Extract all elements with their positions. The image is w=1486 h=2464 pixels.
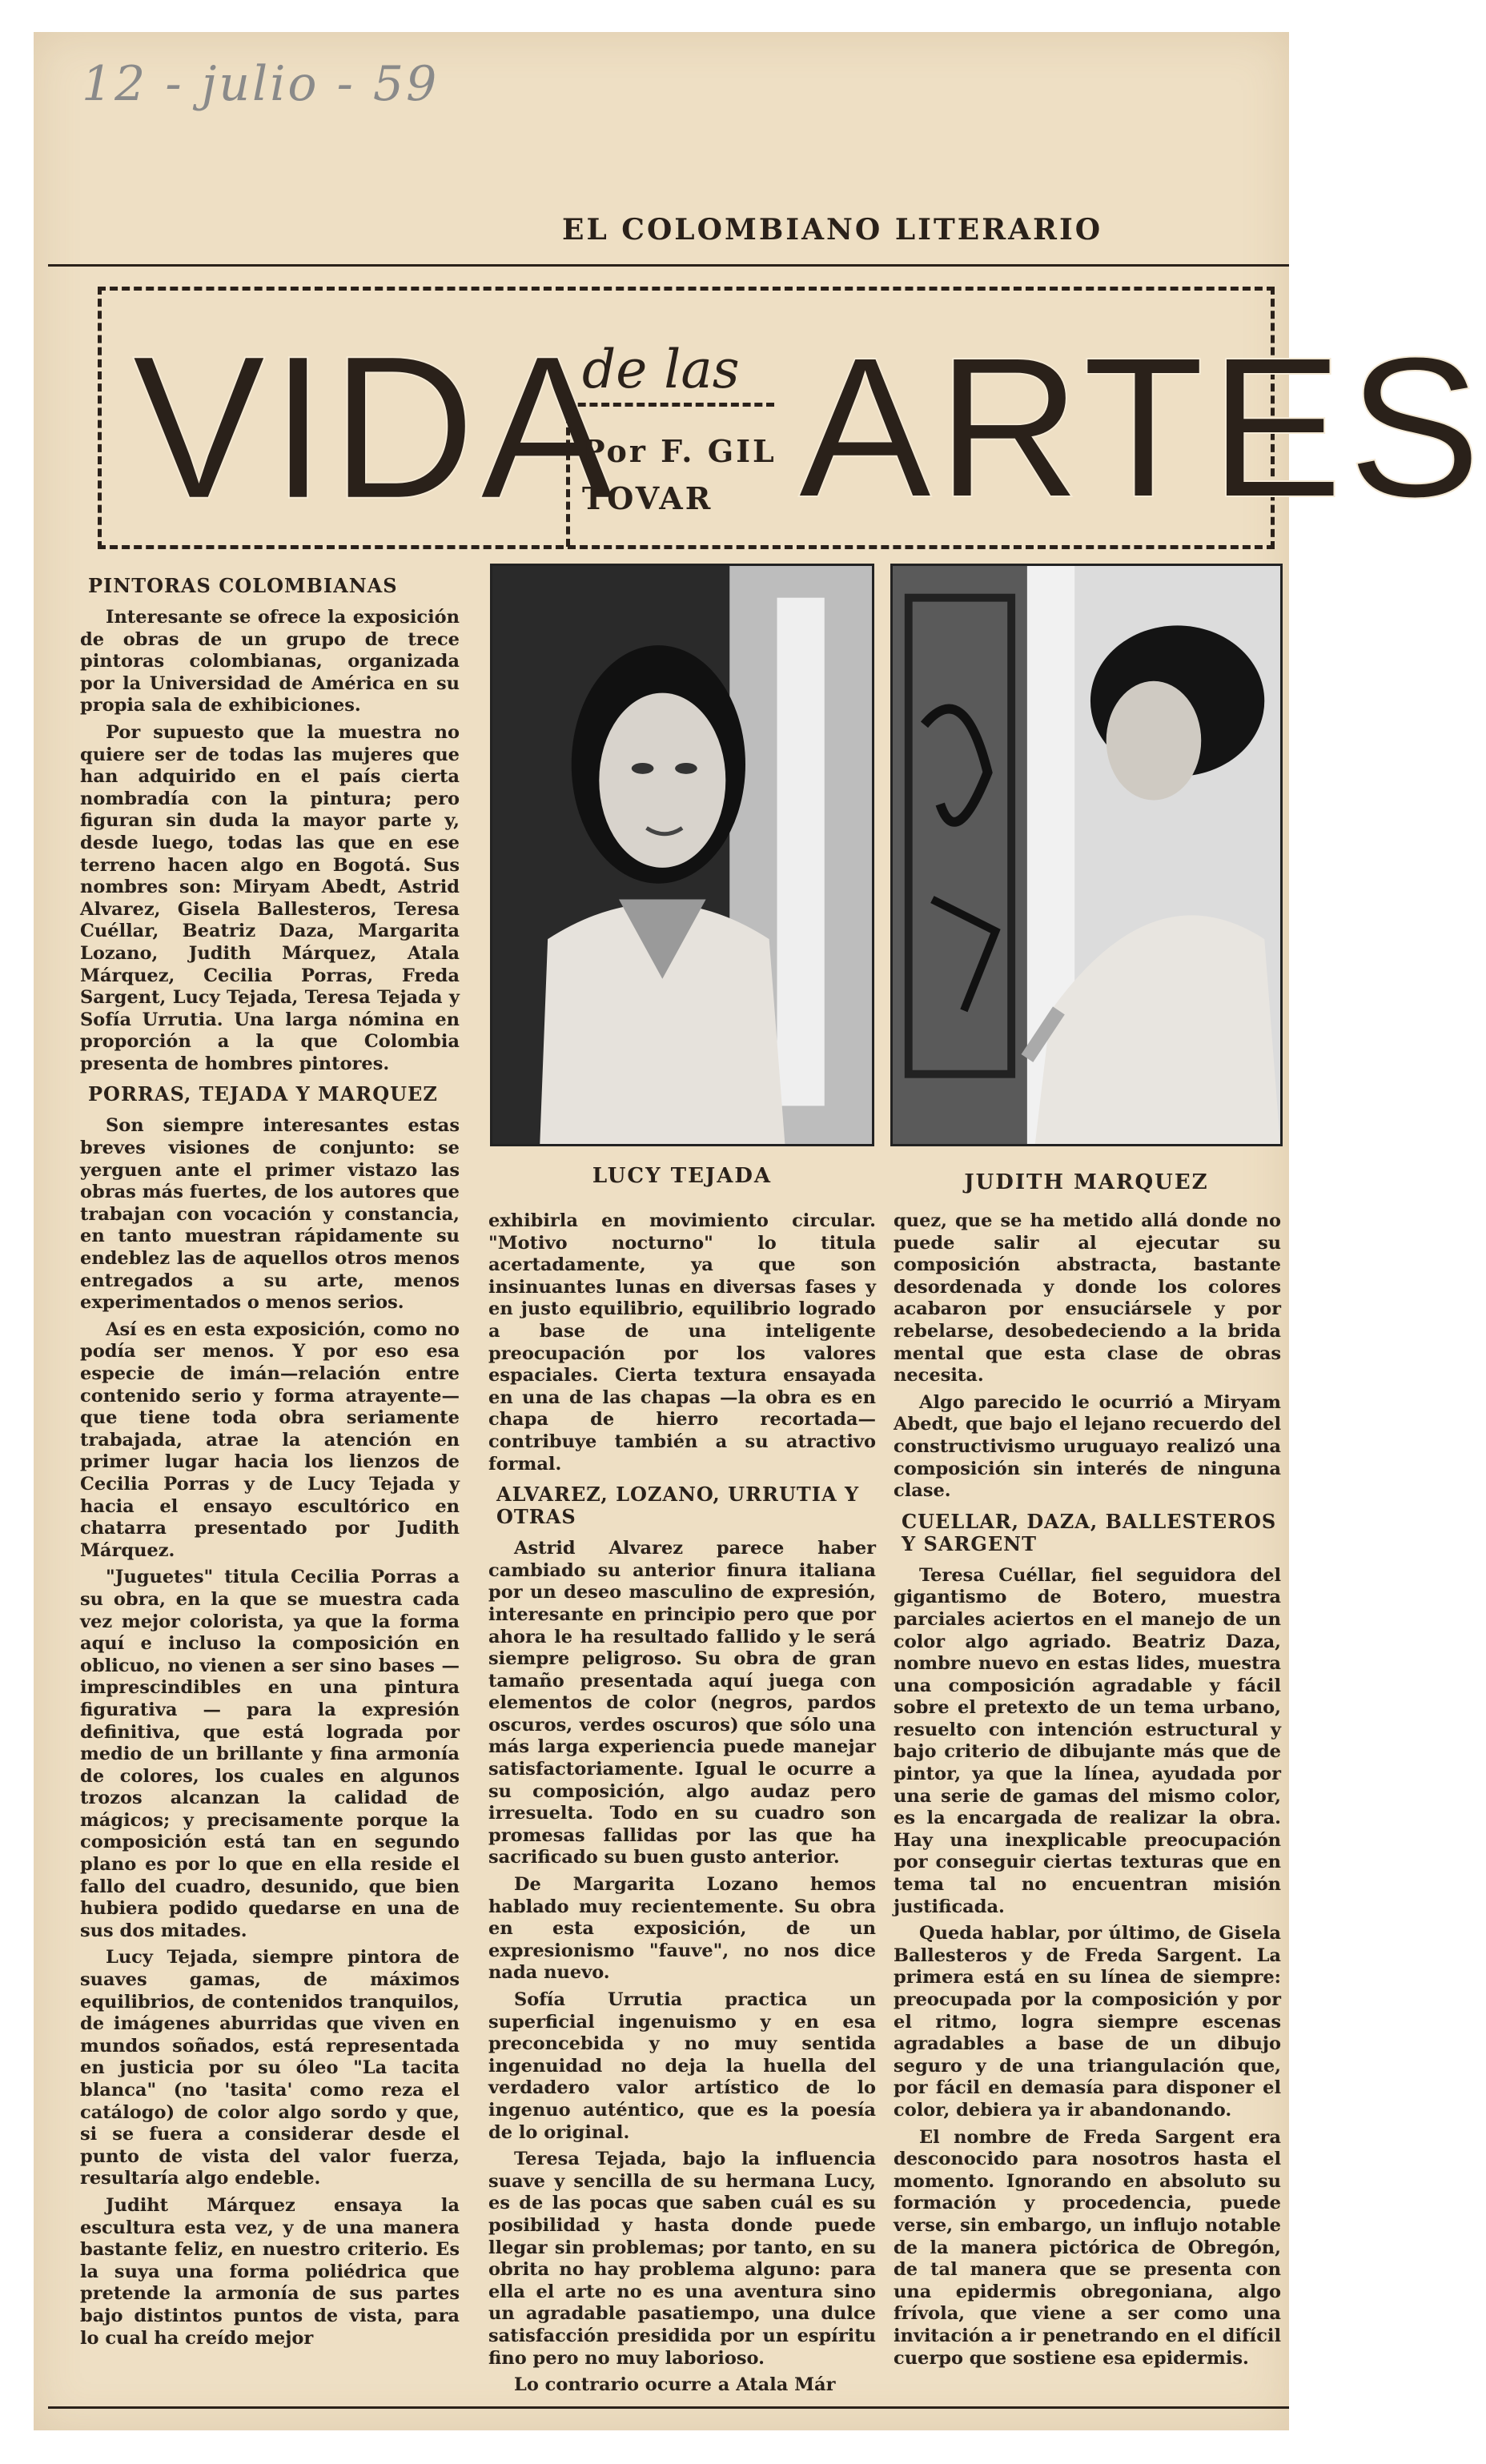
section-title: EL COLOMBIANO LITERARIO	[562, 213, 1103, 247]
paragraph: exhibirla en movimiento circular. "Motivo nocturno" lo titula acertadamente, ya que son insinuantes lunas en diversas fases y en justo equilibrio, equilibrio logrado a base de una inteligente preocupación por los valores espaciales. Cierta textura ensayada en una de las chapas —la obra es en chapa de hierro recortada— contribuye también a su atractivo formal.	[488, 1210, 876, 1475]
handwritten-date: 12 - julio - 59	[82, 56, 440, 112]
paragraph: Interesante se ofrece la exposición de obras de un grupo de trece pintoras colombianas, organizada por la Universidad de América en su propia sala de exhibiciones.	[80, 607, 460, 716]
portrait-woman-profile-icon	[893, 566, 1280, 1144]
masthead-word-vida: VIDA	[132, 313, 619, 541]
paragraph: Lucy Tejada, siempre pintora de suaves gamas, de máximos equilibrios, de contenidos tranquilos, de imágenes aburridas que viven en mundos soñados, está representada en justicia por su óleo "La tacita blanca" (no 'tasita' como reza el catálogo) de color algo sordo y que, si se fuera a considerar desde el punto de vista del valor fuerza, resultaría algo endeble.	[80, 1947, 460, 2189]
paragraph: Por supuesto que la muestra no quiere ser de todas las mujeres que han adquirido en el país cierta nombradía con la pintura; pero figuran sin duda la mayor parte y, desde luego, todas las que en ese terreno hacen algo en Bogotá. Sus nombres son: Miryam Abedt, Astrid Alvarez, Gisela Ballesteros, Teresa Cuéllar, Beatriz Daza, Margarita Lozano, Judith Márquez, Atala Márquez, Cecilia Porras, Freda Sargent, Lucy Tejada, Teresa Tejada y Sofía Urrutia. Una larga nómina en proporción a la que Colombia presenta de hombres pintores.	[80, 721, 460, 1074]
article-column-1	[80, 567, 460, 2354]
byline-line-2: TOVAR	[582, 480, 713, 516]
caption-lucy-tejada: LUCY TEJADA	[592, 1164, 773, 1188]
bottom-divider	[48, 2406, 1289, 2409]
paragraph: Sofía Urrutia practica un superficial ingenuismo y en esa preconcebida y no muy sentida ingenuidad no deja la huella del verdadero valor artístico de lo ingenuo auténtico, que es la poesía de lo original.	[488, 1989, 876, 2143]
newspaper-clipping	[34, 32, 1486, 2430]
portrait-woman-icon	[492, 566, 872, 1144]
heading-porras-tejada-marquez: PORRAS, TEJADA Y MARQUEZ	[88, 1082, 438, 1106]
caption-judith-marquez: JUDITH MARQUEZ	[964, 1170, 1209, 1194]
paragraph: El nombre de Freda Sargent era desconocido para nosotros hasta el momento. Ignorando en absoluto su formación y procedencia, puede verse, sin embargo, un influjo notable de la manera pictórica de Obregón, de tal manera que se presenta con una epidermis obregoniana, algo frívola, que viene a ser como una invitación a ir penetrando en el difícil cuerpo que sostiene esa epidermis.	[894, 2126, 1281, 2369]
photo-judith-marquez	[890, 564, 1283, 1146]
paragraph: Astrid Alvarez parece haber cambiado su anterior finura italiana por un deseo masculino de expresión, interesante en principio pero que por ahora le ha resultado fallido y le será siempre peligroso. Su obra de gran tamaño presentada aquí juega con elementos de color (negros, pardos oscuros, verdes oscuros) que sólo una más larga experiencia puede manejar satisfactoriamente. Igual le ocurre a su composición, algo audaz pero irresuelta. Todo en su cuadro son promesas fallidas por las que ha sacrificado su buen gusto anterior.	[488, 1538, 876, 1868]
heading-pintoras-colombianas: PINTORAS COLOMBIANAS	[88, 574, 398, 597]
paragraph: Algo parecido le ocurrió a Miryam Abedt, que bajo el lejano recuerdo del constructivismo uruguayo realizó una composición sin interés de ninguna clase.	[894, 1391, 1281, 1502]
photo-lucy-tejada	[490, 564, 874, 1146]
byline-line-1: Por F. GIL	[582, 433, 777, 469]
paragraph: Judiht Márquez ensaya la escultura esta vez, y de una manera bastante feliz, en nuestro criterio. Es la suya una forma poliédrica que pretende la armonía de sus partes bajo distintos puntos de vista, para lo cual ha creído mejor	[80, 2194, 460, 2349]
masthead-box	[98, 287, 1486, 549]
heading-alvarez-lozano-urrutia: ALVAREZ, LOZANO, URRUTIA Y OTRAS	[496, 1483, 860, 1529]
paragraph: Lo contrario ocurre a Atala Már	[514, 2374, 836, 2396]
paragraph: Así es en esta exposición, como no podía ser menos. Y por eso esa especie de imán—relación entre contenido serio y forma atrayente— que tiene toda obra seriamente trabajada, atrae la atención en primer lugar hacia los lienzos de Cecilia Porras y de Lucy Tejada y hacia el ensayo escultórico en chatarra presentado por Judith Márquez.	[80, 1318, 460, 1561]
paragraph: Teresa Cuéllar, fiel seguidora del gigantismo de Botero, muestra parciales aciertos en el manejo de un color algo agriado. Beatriz Daza, nombre nuevo en estas lides, muestra una composición agradable y fácil sobre el pretexto de un tema urbano, resuelto con intención estructural y bajo criterio de dibujante más que de pintor, ya que la línea, ayudada por una serie de gamas del mismo color, es la encargada de realizar la obra. Hay una inexplicable preocupación por conseguir ciertas texturas que en tema tal no encuentran misión justificada.	[894, 1564, 1281, 1917]
paragraph: quez, que se ha metido allá donde no puede salir al ejecutar su composición abstracta, bastante desordenada y donde los colores acabaron por ensuciársele y por rebelarse, desobedeciendo a la brida mental que esta clase de obras necesita.	[894, 1210, 1281, 1387]
paragraph: Son siempre interesantes estas breves visiones de conjunto: se yerguen ante el primer vistazo las obras más fuertes, de los autores que trabajan con vocación y constancia, en tanto muestran rápidamente su endeblez las de aquellos otros menos entregados a su arte, menos experimentados o menos serios.	[80, 1115, 460, 1314]
heading-cuellar-daza-ballesteros: CUELLAR, DAZA, BALLESTEROS Y SARGENT	[902, 1509, 1277, 1555]
article-column-3	[894, 1210, 1281, 2374]
masthead-connector: de las	[582, 339, 740, 400]
paragraph: Teresa Tejada, bajo la influencia suave y sencilla de su hermana Lucy, es de las pocas que saben cuál es su posibilidad y hasta donde puede llegar sin problemas; por tanto, en su obrita no hay problema alguno: para ella el arte no es una aventura sino un agradable pasatiempo, una dulce satisfacción presidida por un espíritu fino pero no muy laborioso.	[488, 2149, 876, 2369]
paragraph: "Juguetes" titula Cecilia Porras a su obra, en la que se muestra cada vez mejor colorista, ya que la forma aquí e incluso la composición en oblicuo, no vienen a ser sino bases — imprescindibles en una pintura figurativa — para la expresión definitiva, que está lograda por medio de un brillante y fina armonía de colores, los cuales en algunos trozos alcanzan la calidad de mágicos; y precisamente porque la composición está tan en segundo plano es por lo que en ella reside el fallo del cuadro, desunido, que bien hubiera podido quedarse en una de sus dos mitades.	[80, 1567, 460, 1941]
masthead-word-artes: ARTES	[798, 315, 1486, 539]
paragraph: Queda hablar, por último, de Gisela Ballesteros y de Freda Sargent. La primera está en su línea de siempre: preocupada por la composición y por el ritmo, logra siempre escenas agradables a base de un dibujo seguro y de una triangulación que, por fácil en demasía para disponer el color, debiera ya ir abandonando.	[894, 1923, 1281, 2121]
byline	[582, 428, 777, 523]
article-column-2	[488, 1210, 876, 2402]
paragraph: De Margarita Lozano hemos hablado muy recientemente. Su obra en esta exposición, de un expresionismo "fauve", no nos dice nada nuevo.	[488, 1874, 876, 1984]
top-divider	[48, 264, 1289, 267]
